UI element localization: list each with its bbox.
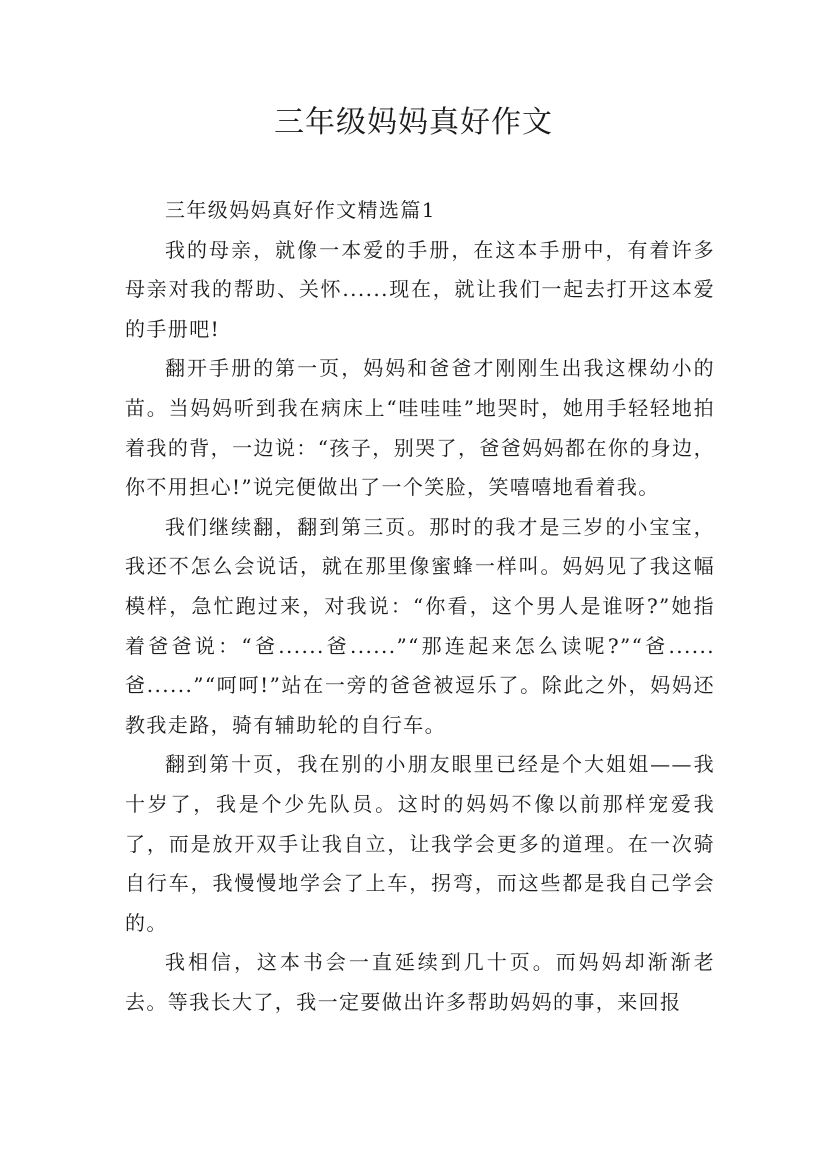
- paragraph: 翻到第十页，我在别的小朋友眼里已经是个大姐姐——我十岁了，我是个少先队员。这时的妈妈不像以前那样宠爱我了，而是放开双手让我自立，让我学会更多的道理。在一次骑自行车，我慢慢地学会了上车，拐弯，而这些都是我自己学会的。: [125, 752, 715, 935]
- document-body: [125, 191, 715, 1022]
- paragraph: 我的母亲，就像一本爱的手册，在这本手册中，有着许多母亲对我的帮助、关怀......现在，就让我们一起去打开这本爱的手册吧!: [125, 237, 715, 341]
- paragraph: 我们继续翻，翻到第三页。那时的我才是三岁的小宝宝，我还不怎么会说话，就在那里像蜜蜂一样叫。妈妈见了我这幅模样，急忙跑过来，对我说：“你看，这个男人是谁呀?”她指着爸爸说：“爸......爸......”“那连起来怎么读呢?”“爸......爸......”“呵呵!”站在一旁的爸爸被逗乐了。除此之外，妈妈还教我走路，骑有辅助轮的自行车。: [125, 514, 715, 737]
- paragraph: 翻开手册的第一页，妈妈和爸爸才刚刚生出我这棵幼小的苗。当妈妈听到我在病床上“哇哇哇”地哭时，她用手轻轻地拍着我的背，一边说：“孩子，别哭了，爸爸妈妈都在你的身边，你不用担心!”说完便做出了一个笑脸，笑嘻嘻地看着我。: [125, 356, 715, 500]
- section-heading: 三年级妈妈真好作文精选篇1: [165, 198, 436, 222]
- paragraph: 我相信，这本书会一直延续到几十页。而妈妈却渐渐老去。等我长大了，我一定要做出许多帮助妈妈的事，来回报: [125, 950, 715, 1014]
- document-title: 三年级妈妈真好作文: [274, 105, 553, 140]
